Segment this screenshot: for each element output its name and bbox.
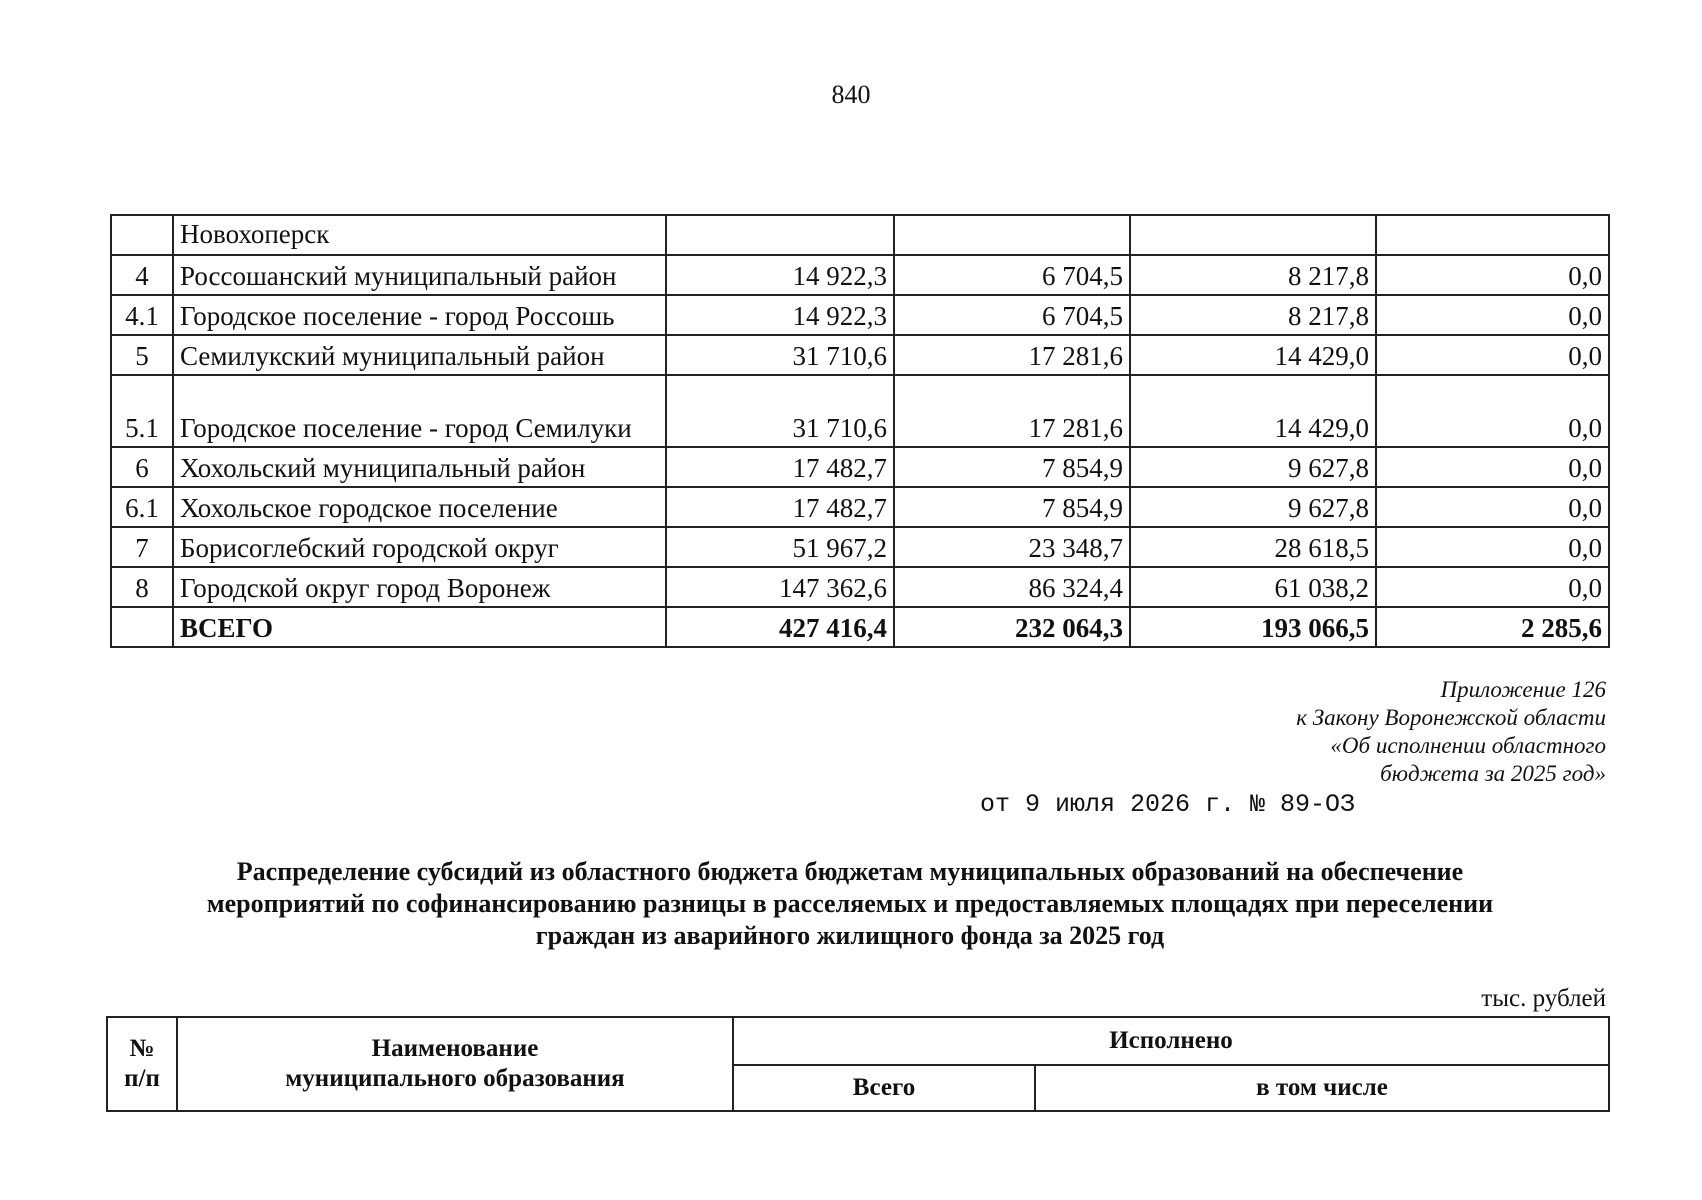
value-col-4: 0,0 <box>1376 375 1609 447</box>
table-row <box>111 295 1609 335</box>
total-col-2: 232 064,3 <box>894 607 1130 647</box>
unit-label: тыс. рублей <box>1481 985 1606 1012</box>
row-number: 6.1 <box>111 487 173 527</box>
municipality-name: Новохоперск <box>173 215 666 255</box>
value-col-2: 17 281,6 <box>894 375 1130 447</box>
column-header-executed: Исполнено <box>733 1017 1609 1065</box>
value-col-3 <box>1130 215 1376 255</box>
column-header-number: № п/п <box>107 1017 177 1111</box>
value-col-4: 0,0 <box>1376 255 1609 295</box>
value-total: 51 967,2 <box>666 527 894 567</box>
value-col-2: 86 324,4 <box>894 567 1130 607</box>
value-col-3: 9 627,8 <box>1130 447 1376 487</box>
value-total: 14 922,3 <box>666 255 894 295</box>
total-value: 427 416,4 <box>666 607 894 647</box>
municipality-name: Городской округ город Воронеж <box>173 567 666 607</box>
table-row <box>111 215 1609 255</box>
value-col-4: 0,0 <box>1376 295 1609 335</box>
value-col-3: 8 217,8 <box>1130 255 1376 295</box>
row-number: 4.1 <box>111 295 173 335</box>
table-row <box>111 567 1609 607</box>
row-number: 7 <box>111 527 173 567</box>
appendix-line: бюджета за 2025 год» <box>1380 761 1606 786</box>
document-title <box>120 856 1580 952</box>
row-number: 8 <box>111 567 173 607</box>
appendix-line: «Об исполнении областного <box>1330 733 1606 758</box>
municipality-name: Городское поселение - город Россошь <box>173 295 666 335</box>
municipality-name: Россошанский муниципальный район <box>173 255 666 295</box>
value-col-3: 14 429,0 <box>1130 375 1376 447</box>
subsidy-table-header <box>106 1016 1610 1112</box>
value-total: 31 710,6 <box>666 375 894 447</box>
row-number <box>111 607 173 647</box>
municipality-name: Городское поселение - город Семилуки <box>173 375 666 447</box>
total-label: ВСЕГО <box>173 607 666 647</box>
title-line: граждан из аварийного жилищного фонда за 2025 год <box>535 921 1165 950</box>
row-number <box>111 215 173 255</box>
value-col-2: 7 854,9 <box>894 487 1130 527</box>
value-total: 14 922,3 <box>666 295 894 335</box>
title-line: Распределение субсидий из областного бюджета бюджетам муниципальных образований на обеспечение <box>236 857 1464 886</box>
law-reference: от 9 июля 2026 г. № 89-ОЗ <box>980 790 1356 819</box>
value-col-2: 6 704,5 <box>894 295 1130 335</box>
appendix-line: Приложение 126 <box>1440 677 1606 702</box>
value-total: 31 710,6 <box>666 335 894 375</box>
table-row <box>111 527 1609 567</box>
value-col-3: 28 618,5 <box>1130 527 1376 567</box>
table-row <box>111 447 1609 487</box>
value-col-4 <box>1376 215 1609 255</box>
appendix-line: к Закону Воронежской области <box>1296 705 1606 730</box>
value-total <box>666 215 894 255</box>
value-col-2: 7 854,9 <box>894 447 1130 487</box>
column-header-total: Всего <box>733 1065 1035 1111</box>
value-col-2: 6 704,5 <box>894 255 1130 295</box>
value-col-4: 0,0 <box>1376 527 1609 567</box>
value-total: 17 482,7 <box>666 447 894 487</box>
total-row <box>111 607 1609 647</box>
value-col-4: 0,0 <box>1376 447 1609 487</box>
column-header-including: в том числе <box>1035 1065 1609 1111</box>
table-row <box>111 375 1609 447</box>
total-col-4: 2 285,6 <box>1376 607 1609 647</box>
value-col-3: 9 627,8 <box>1130 487 1376 527</box>
value-col-4: 0,0 <box>1376 487 1609 527</box>
value-total: 147 362,6 <box>666 567 894 607</box>
value-col-3: 8 217,8 <box>1130 295 1376 335</box>
value-col-2: 23 348,7 <box>894 527 1130 567</box>
municipality-name: Борисоглебский городской округ <box>173 527 666 567</box>
municipality-name: Семилукский муниципальный район <box>173 335 666 375</box>
table-row <box>111 255 1609 295</box>
value-col-2: 17 281,6 <box>894 335 1130 375</box>
total-col-3: 193 066,5 <box>1130 607 1376 647</box>
municipality-name: Хохольское городское поселение <box>173 487 666 527</box>
table-row <box>111 487 1609 527</box>
subsidy-table-continued <box>110 214 1610 648</box>
row-number: 5 <box>111 335 173 375</box>
appendix-caption <box>1086 676 1606 788</box>
value-col-4: 0,0 <box>1376 567 1609 607</box>
row-number: 4 <box>111 255 173 295</box>
value-total: 17 482,7 <box>666 487 894 527</box>
value-col-4: 0,0 <box>1376 335 1609 375</box>
municipality-name: Хохольский муниципальный район <box>173 447 666 487</box>
row-number: 5.1 <box>111 375 173 447</box>
value-col-3: 61 038,2 <box>1130 567 1376 607</box>
title-line: мероприятий по софинансированию разницы в расселяемых и предоставляемых площадях при переселении <box>206 889 1494 918</box>
value-col-3: 14 429,0 <box>1130 335 1376 375</box>
page-number: 840 <box>831 80 871 109</box>
column-header-name: Наименование муниципального образования <box>177 1017 733 1111</box>
row-number: 6 <box>111 447 173 487</box>
value-col-2 <box>894 215 1130 255</box>
table-row <box>111 335 1609 375</box>
